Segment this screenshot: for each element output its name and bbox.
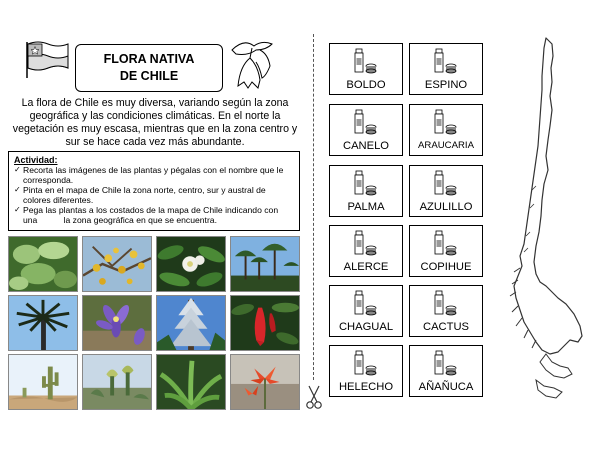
title-line-1: FLORA NATIVA [103,52,195,66]
photo-chagual[interactable] [8,354,78,410]
photo-ananuca[interactable] [230,354,300,410]
photo-azulillo[interactable] [82,295,152,351]
card-ananuca[interactable] [409,345,483,397]
activity-box [8,151,300,231]
card-label: COPIHUE [420,261,472,273]
card-label: PALMA [347,201,385,213]
glue-stick-icon [353,170,379,196]
card-label: HELECHO [338,381,394,393]
activity-title: Actividad: [14,155,58,165]
photo-espino[interactable] [82,236,152,292]
chile-map-outline [506,36,586,416]
card-label: ESPINO [424,79,468,91]
intro-line-2: geográfica y las condiciones climáticas. En el norte la [29,110,281,122]
card-canelo[interactable] [329,104,403,156]
card-chagual[interactable] [329,285,403,337]
glue-stick-icon [353,109,379,135]
check-icon: ✓ [14,205,21,214]
photo-copihue[interactable] [230,295,300,351]
card-araucaria[interactable] [409,104,483,156]
glue-stick-icon [353,350,379,376]
card-cactus[interactable] [409,285,483,337]
glue-stick-icon [433,170,459,196]
photo-alerce[interactable] [156,295,226,351]
photo-helecho[interactable] [156,354,226,410]
card-label: ALERCE [343,261,389,273]
card-azulillo[interactable] [409,165,483,217]
photo-araucaria[interactable] [230,236,300,292]
card-label: CANELO [342,140,389,152]
chile-flag-icon [24,40,72,80]
card-label: AZULILLO [419,201,473,213]
photo-cactus[interactable] [82,354,152,410]
activity-item [14,185,294,205]
page-title [75,44,223,92]
card-alerce[interactable] [329,225,403,277]
card-copihue[interactable] [409,225,483,277]
glue-stick-icon [433,290,459,316]
intro-line-4: sur se hace cada vez más abundante. [65,136,245,148]
card-label: AÑAÑUCA [418,381,474,393]
activity-item-text: Pega las plantas a los costados de la mapa de Chile indicando con una la zona geográfica en que se encuentra. [23,205,281,225]
card-label: CACTUS [423,321,469,333]
card-palma[interactable] [329,165,403,217]
card-label: ARAUCARIA [418,140,474,151]
card-helecho[interactable] [329,345,403,397]
card-boldo[interactable] [329,43,403,95]
glue-stick-icon [433,109,459,135]
card-espino[interactable] [409,43,483,95]
card-label: BOLDO [346,79,386,91]
glue-stick-icon [353,290,379,316]
glue-stick-icon [433,48,459,74]
check-icon: ✓ [14,165,21,174]
glue-stick-icon [433,350,459,376]
copihue-drawing-icon [226,36,276,90]
activity-item-text: Pinta en el mapa de Chile la zona norte, centro, sur y austral de colores diferentes. [23,185,266,205]
title-line-2: DE CHILE [119,69,179,83]
intro-line-1: La flora de Chile es muy diversa, variando según la zona [21,97,289,109]
glue-stick-icon [353,48,379,74]
glue-stick-icon [353,230,379,256]
activity-item [14,165,294,185]
activity-item-text: Recorta las imágenes de las plantas y pégalas con el nombre que le corresponda. [23,165,284,185]
scissors-icon [305,384,323,410]
cut-line [313,34,314,380]
intro-paragraph [10,97,300,149]
photo-palma[interactable] [8,295,78,351]
card-label: CHAGUAL [338,321,394,333]
activity-item [14,205,294,225]
glue-stick-icon [433,230,459,256]
intro-line-3: vegetación es muy escasa, mientras que en la zona centro y [12,123,298,135]
check-icon: ✓ [14,185,21,194]
photo-canelo[interactable] [156,236,226,292]
photo-boldo[interactable] [8,236,78,292]
